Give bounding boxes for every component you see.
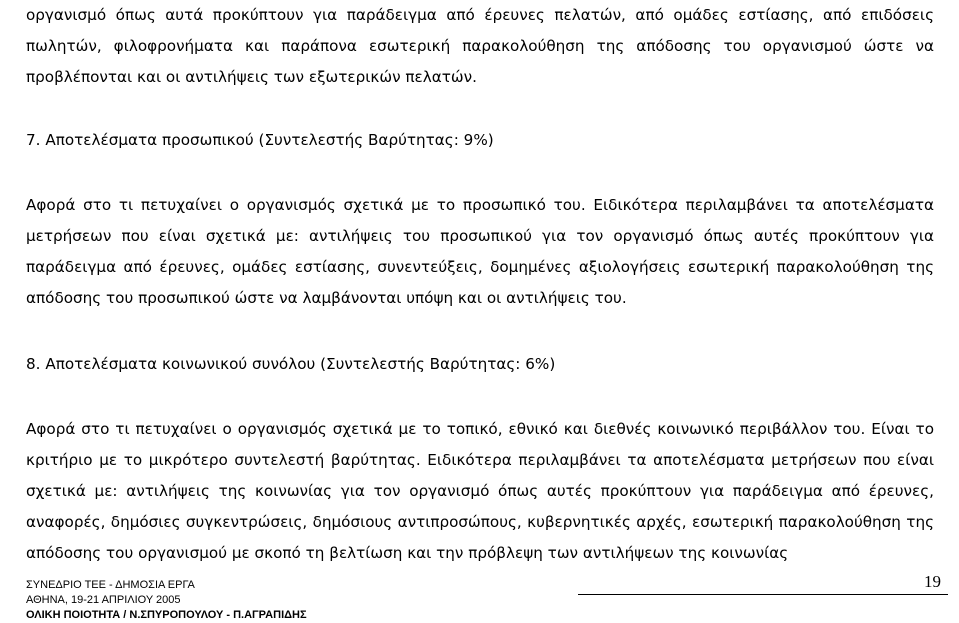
intro-paragraph: οργανισμό όπως αυτά προκύπτουν για παράδειγμα από έρευνες πελατών, από ομάδες εστίασης, από επιδόσεις πωλητών, φιλοφρονήματα και παράπονα εσωτερική παρακολούθηση της απόδοσης του οργανισμού ώστε να προβλέπονται και οι αντιλήψεις των εξωτερικών πελατών. (26, 6, 934, 86)
footer-date: ΑΘΗΝΑ, 19-21 ΑΠΡΙΛΙΟΥ 2005 (26, 594, 181, 606)
section-8-heading: 8. Αποτελέσματα κοινωνικού συνόλου (Συντελεστής Βαρύτητας: 6%) (26, 355, 556, 373)
section-7-heading: 7. Αποτελέσματα προσωπικού (Συντελεστής Βαρύτητας: 9%) (26, 131, 494, 149)
section-8-paragraph: Αφορά στο τι πετυχαίνει ο οργανισμός σχετικά με το τοπικό, εθνικό και διεθνές κοινωνικό περιβάλλον του. Είναι το κριτήριο με το μικρότερο συντελεστή βαρύτητας. Ειδικότερα περιλαμβάνει τα αποτελέσματα μετρήσεων που είναι σχετικά με: αντιλήψεις της κοινωνίας για τον οργανισμό όπως αυτές προκύπτουν για παράδειγμα από έρευνες, αναφορές, δημόσιες συγκεντρώσεις, δημόσιους αντιπροσώπους, κυβερνητικές αρχές, εσωτερική παρακολούθηση της απόδοσης του οργανισμού με σκοπό τη βελτίωση και την πρόβλεψη των αντιλήψεων της κοινωνίας (26, 420, 934, 562)
section-7-paragraph: Αφορά στο τι πετυχαίνει ο οργανισμός σχετικά με το προσωπικό του. Ειδικότερα περιλαμβάνει τα αποτελέσματα μετρήσεων που είναι σχετικά με: αντιλήψεις του προσωπικού για τον οργανισμό όπως αυτές προκύπτουν για παράδειγμα από έρευνες, ομάδες εστίασης, συνεντεύξεις, δομημένες αξιολογήσεις εσωτερική παρακολούθηση της απόδοσης του προσωπικού ώστε να λαμβάνονται υπόψη και οι αντιλήψεις του. (26, 196, 934, 307)
footer-authors: ΟΛΙΚΗ ΠΟΙΟΤΗΤΑ / Ν.ΣΠΥΡΟΠΟΥΛΟΥ - Π.ΑΓΡΑΠΙΔΗΣ (26, 609, 307, 621)
footer-divider (578, 594, 948, 595)
footer-conference: ΣΥΝΕΔΡΙΟ ΤΕΕ - ΔΗΜΟΣΙΑ ΕΡΓΑ (26, 579, 195, 591)
page-number: 19 (924, 572, 941, 591)
page-footer (26, 578, 307, 623)
